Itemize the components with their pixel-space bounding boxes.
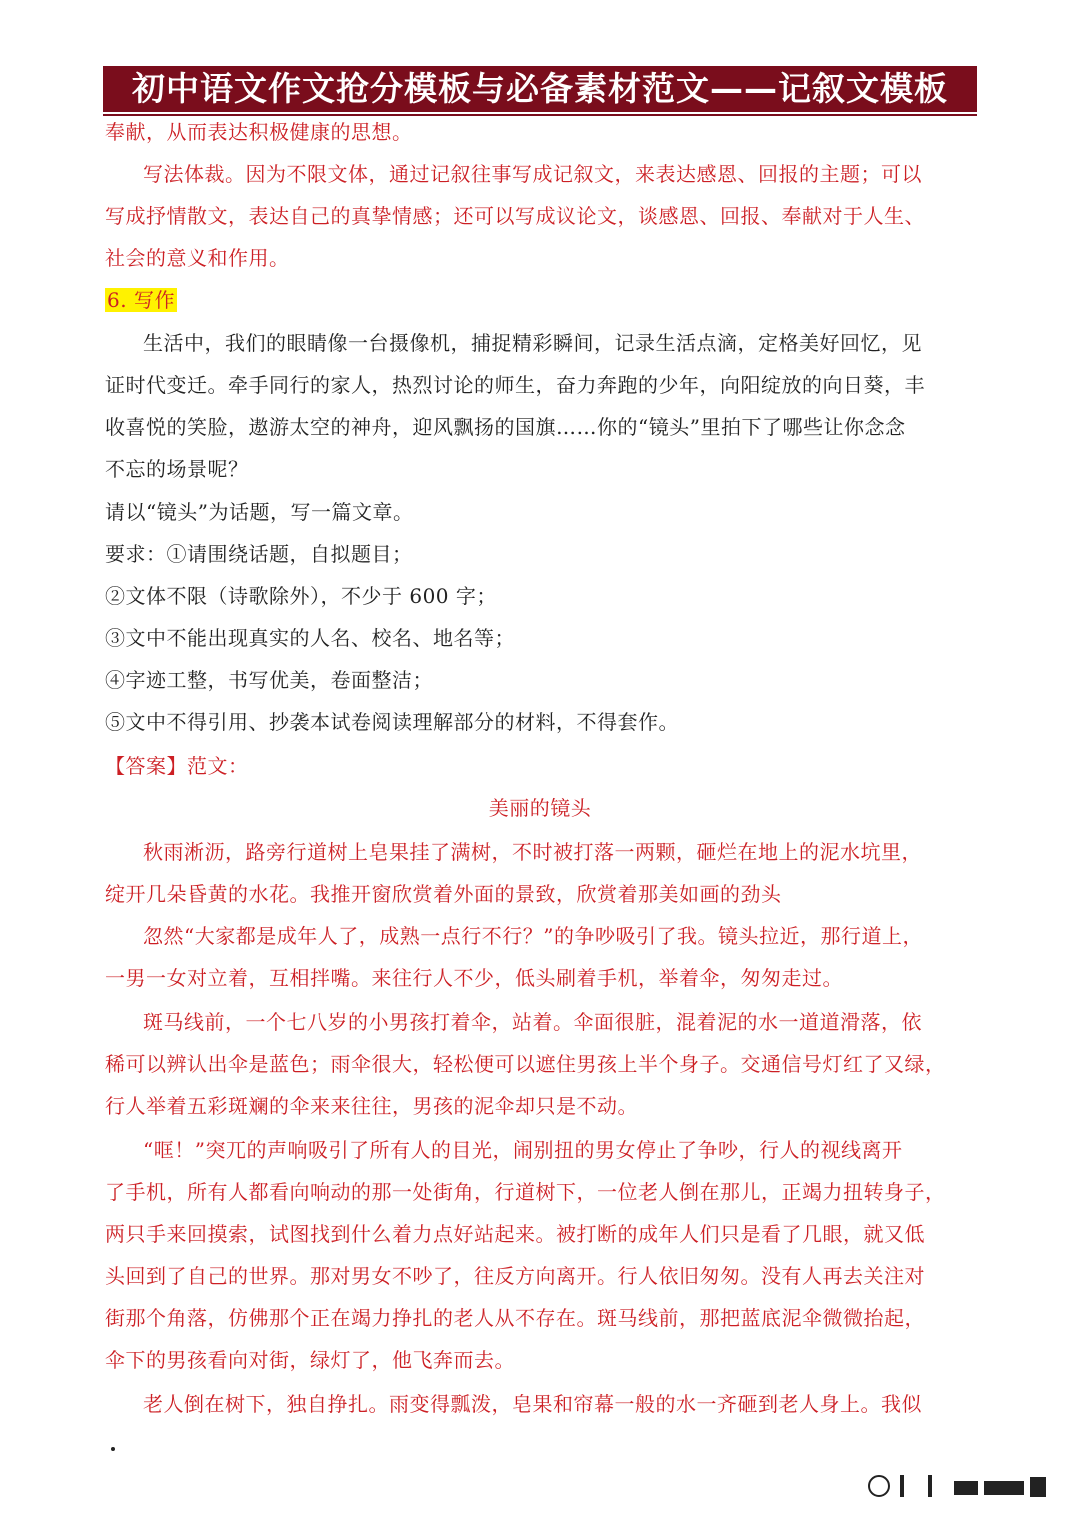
text-line: 街那个角落，仿佛那个正在竭力挣扎的老人从不存在。斑马线前，那把蓝底泥伞微微抬起， (105, 1306, 925, 1330)
text-line: 伞下的男孩看向对街，绿灯了，他飞奔而去。 (105, 1348, 515, 1372)
text-line: “哐！”突兀的声响吸引了所有人的目光，闹别扭的男女停止了争吵，行人的视线离开 (143, 1138, 903, 1162)
text-line: 绽开几朵昏黄的水花。我推开窗欣赏着外面的景致，欣赏着那美如画的劲头 (105, 882, 782, 906)
text-line: 一男一女对立着，互相拌嘴。来往行人不少，低头刷着手机，举着伞，匆匆走过。 (105, 966, 843, 990)
task-line: 请以“镜头”为话题，写一篇文章。 (105, 500, 414, 524)
requirement-item: 要求：①请围绕话题，自拟题目； (105, 542, 413, 566)
text-line: 生活中，我们的眼睛像一台摄像机，捕捉精彩瞬间，记录生活点滴，定格美好回忆，见 (143, 331, 922, 355)
section-heading-highlight: 6. 写作 (107, 288, 175, 312)
bar-icon (900, 1475, 904, 1497)
section-heading (105, 284, 975, 313)
text-line: 秋雨淅沥，路旁行道树上皂果挂了满树，不时被打落一两颗，砸烂在地上的泥水坑里， (143, 840, 922, 864)
page-title-banner: 初中语文作文抢分模板与必备素材范文——记叙文模板 (103, 66, 977, 112)
bar-icon (1030, 1477, 1046, 1497)
text-line: 不忘的场景呢？ (105, 457, 249, 481)
watermark-toolbar (858, 1467, 1058, 1507)
bullet-dot (111, 1447, 115, 1451)
text-line: 行人举着五彩斑斓的伞来来往往，男孩的泥伞却只是不动。 (105, 1094, 638, 1118)
requirement-item: ③文中不能出现真实的人名、校名、地名等； (105, 626, 515, 650)
bar-icon (984, 1481, 1024, 1495)
circle-icon (868, 1475, 890, 1497)
text-line: 收喜悦的笑脸，遨游太空的神舟，迎风飘扬的国旗……你的“镜头”里拍下了哪些让你念念 (105, 415, 906, 439)
text-line: 头回到了自己的世界。那对男女不吵了，往反方向离开。行人依旧匆匆。没有人再去关注对 (105, 1264, 925, 1288)
text-line: 老人倒在树下，独自挣扎。雨变得瓢泼，皂果和帘幕一般的水一齐砸到老人身上。我似 (143, 1392, 922, 1416)
text-line: 写成抒情散文，表达自己的真挚情感；还可以写成议论文，谈感恩、回报、奉献对于人生、 (105, 204, 925, 228)
requirement-item: ⑤文中不得引用、抄袭本试卷阅读理解部分的材料，不得套作。 (105, 710, 679, 734)
text-line: 忽然“大家都是成年人了，成熟一点行不行？”的争吵吸引了我。镜头拉近，那行道上， (143, 924, 923, 948)
text-line: 了手机，所有人都看向响动的那一处街角，行道树下，一位老人倒在那儿，正竭力扭转身子， (105, 1180, 946, 1204)
text-line: 证时代变迁。牵手同行的家人，热烈讨论的师生，奋力奔跑的少年，向阳绽放的向日葵，丰 (105, 373, 925, 397)
requirement-item: ②文体不限（诗歌除外），不少于 600 字； (105, 584, 497, 608)
text-line: 奉献，从而表达积极健康的思想。 (105, 120, 413, 144)
text-line: 两只手来回摸索，试图找到什么着力点好站起来。被打断的成年人们只是看了几眼，就又低 (105, 1222, 925, 1246)
requirement-item: ④字迹工整，书写优美，卷面整洁； (105, 668, 433, 692)
answer-label: 【答案】范文： (105, 754, 249, 778)
bar-icon (928, 1475, 932, 1497)
essay-title: 美丽的镜头 (488, 796, 592, 820)
text-line: 稀可以辨认出伞是蓝色；雨伞很大，轻松便可以遮住男孩上半个身子。交通信号灯红了又绿， (105, 1052, 946, 1076)
bar-icon (954, 1481, 978, 1495)
text-line: 社会的意义和作用。 (105, 246, 290, 270)
text-line: 写法体裁。因为不限文体，通过记叙往事写成记叙文，来表达感恩、回报的主题；可以 (143, 162, 922, 186)
text-line: 斑马线前，一个七八岁的小男孩打着伞，站着。伞面很脏，混着泥的水一道道滑落，依 (143, 1010, 922, 1034)
